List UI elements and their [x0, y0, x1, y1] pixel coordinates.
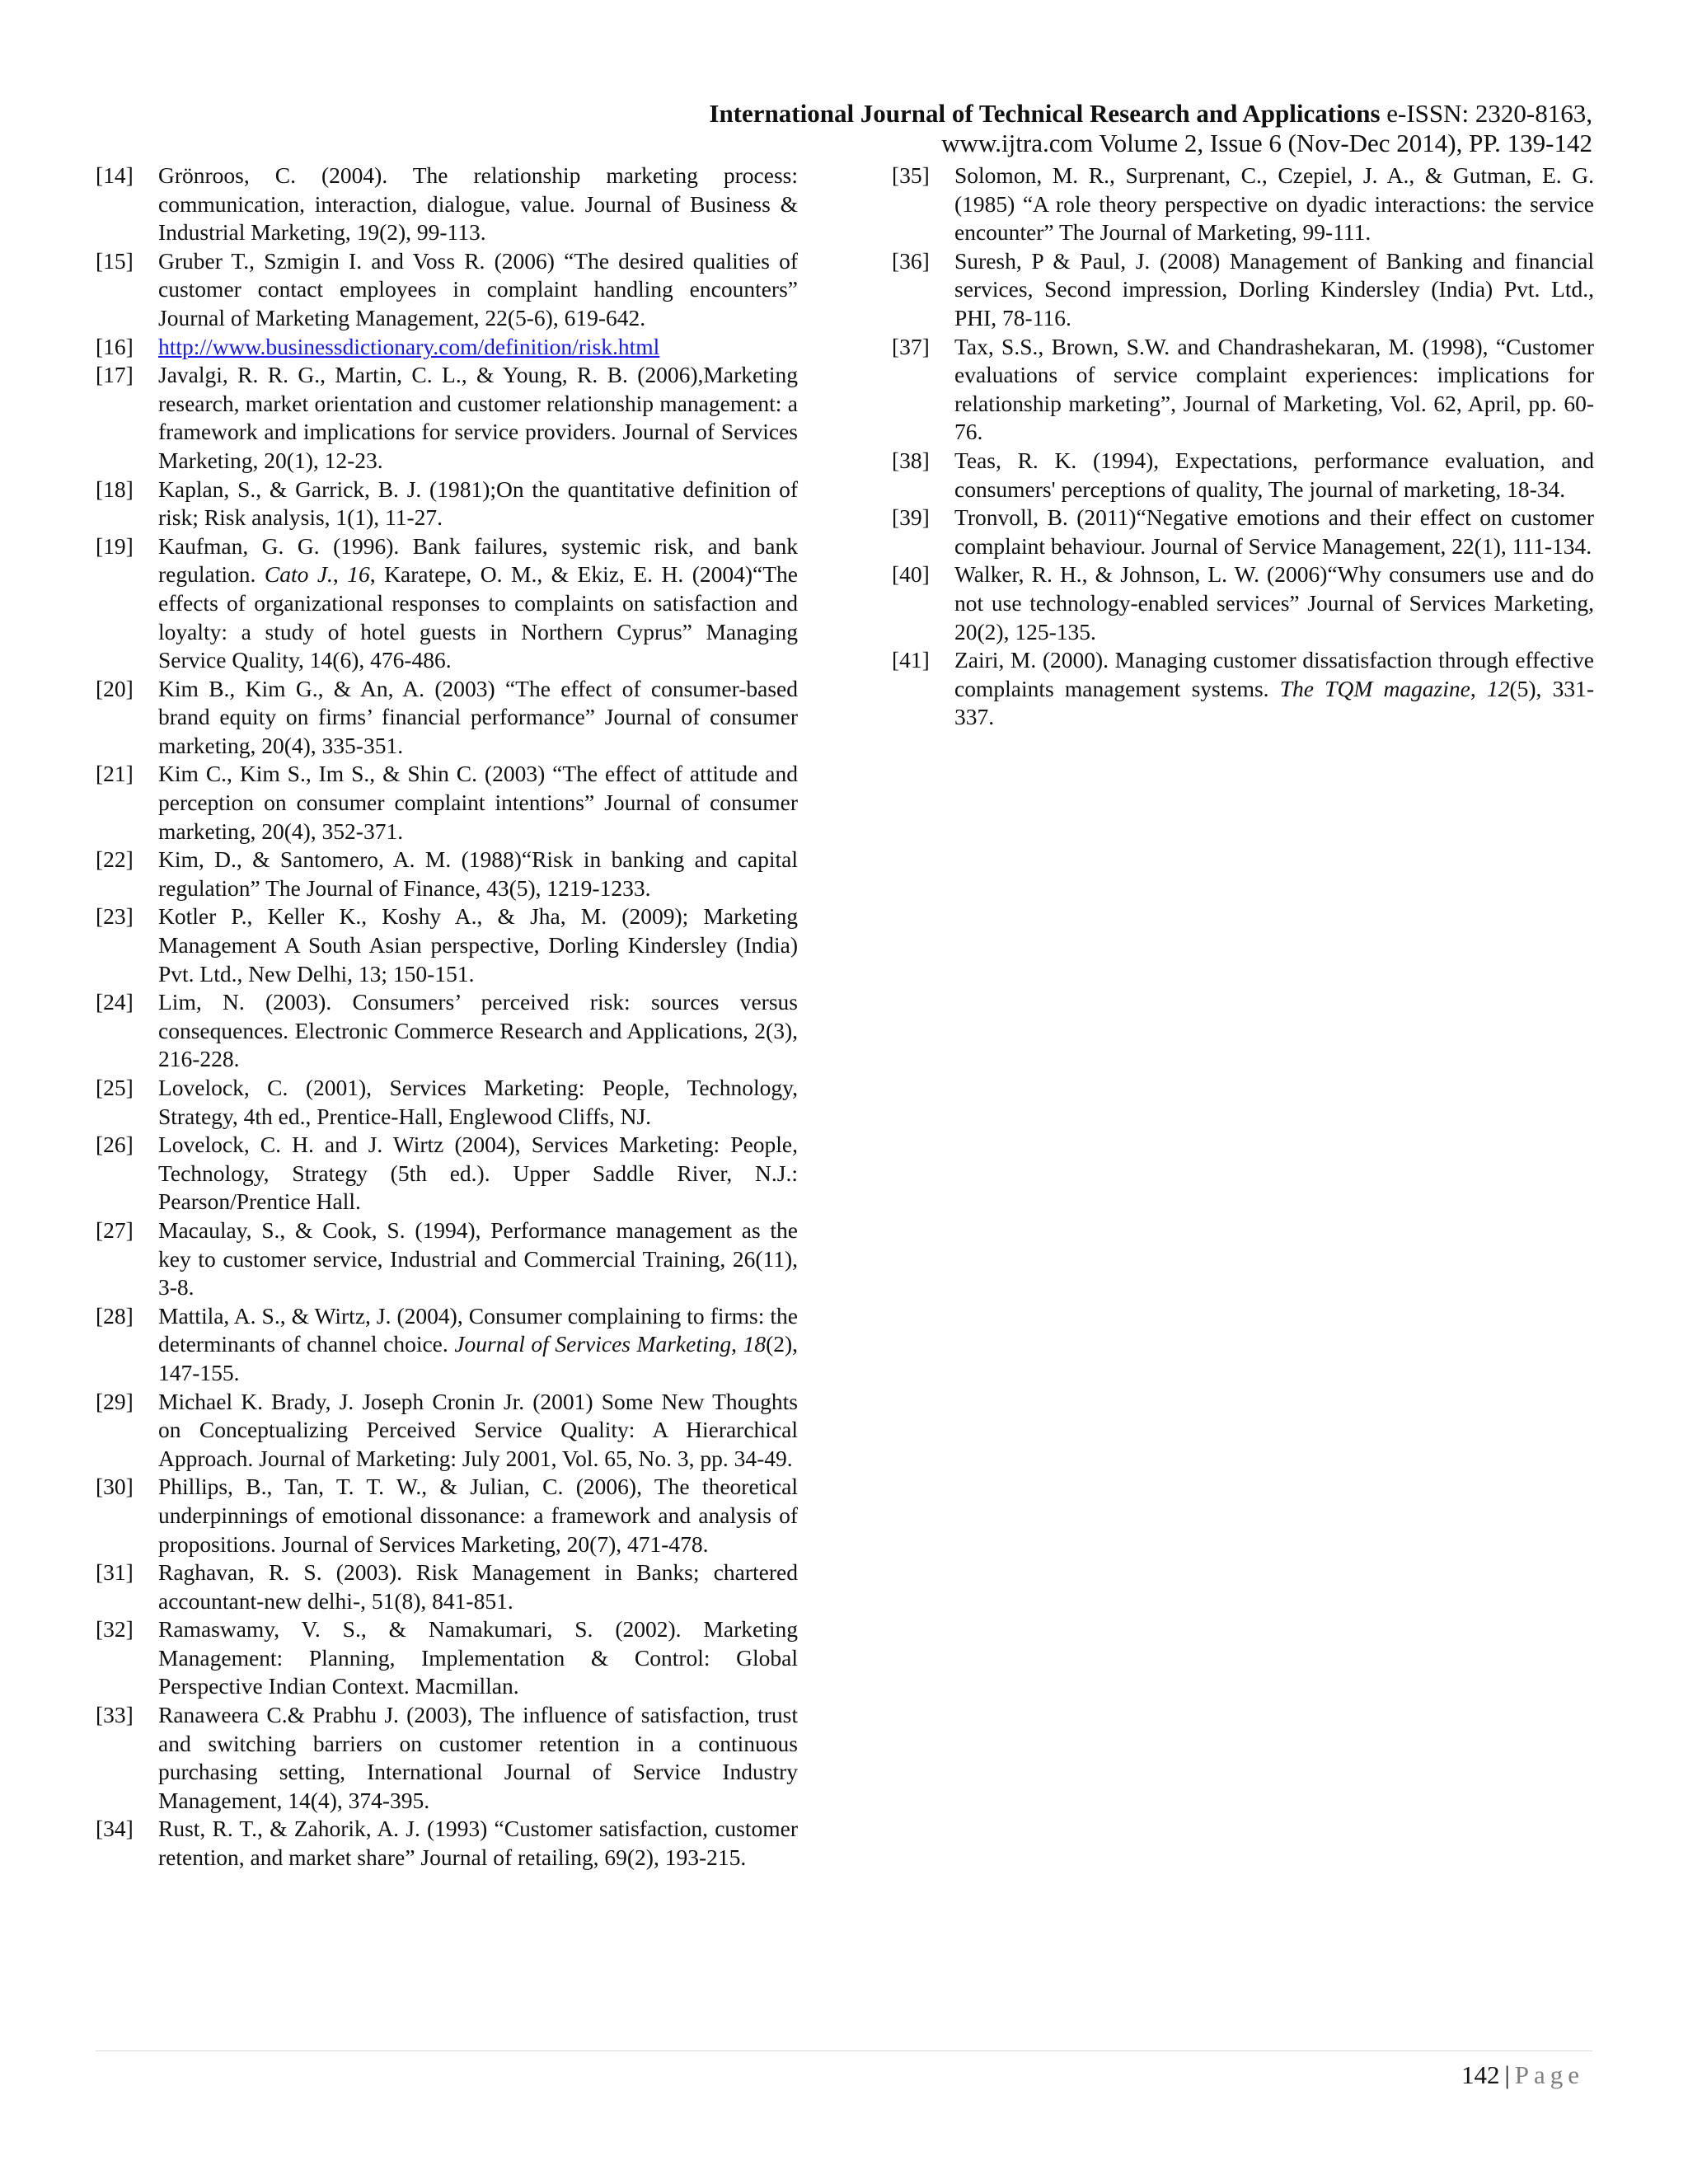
- reference-item: [892, 447, 1594, 504]
- reference-text-part: ,: [332, 561, 348, 588]
- reference-item: [96, 760, 798, 846]
- reference-number: [41]: [892, 647, 930, 673]
- reference-number: [24]: [96, 989, 134, 1015]
- reference-number: [14]: [96, 162, 134, 188]
- reference-item: [96, 361, 798, 475]
- reference-text-part: (2), 147-155.: [158, 1331, 799, 1385]
- reference-text-part: Mattila, A. S., & Wirtz, J. (2004), Consumer complaining to firms: the determinants of channel choice.: [158, 1302, 798, 1357]
- reference-text: Javalgi, R. R. G., Martin, C. L., & Young, R. B. (2006),Marketing research, market orientation and customer relationship management: a framework and implications for service providers. Journal of Services Marketing, 20(1), 12-23.: [158, 362, 798, 473]
- left-column: [96, 162, 798, 1872]
- footer-rule: [96, 2050, 1592, 2051]
- reference-number: [28]: [96, 1302, 134, 1329]
- reference-text: Suresh, P & Paul, J. (2008) Management of Banking and financial services, Second impression, Dorling Kindersley (India) Pvt. Ltd., PHI, 78-116.: [954, 247, 1594, 330]
- reference-link[interactable]: http://www.businessdictionary.com/definition/risk.html: [158, 333, 660, 359]
- reference-text: Tronvoll, B. (2011)“Negative emotions and their effect on customer complaint behaviour. Journal of Service Management, 22(1), 111-134.: [954, 504, 1594, 559]
- reference-text: [954, 646, 1594, 732]
- reference-text: Teas, R. K. (1994), Expectations, performance evaluation, and consumers' perceptions of quality, The journal of marketing, 18-34.: [954, 447, 1594, 502]
- reference-item: [96, 1473, 798, 1558]
- header-line-2: www.ijtra.com Volume 2, Issue 6 (Nov-Dec 2014), PP. 139-142: [941, 129, 1592, 157]
- header-line-1: [709, 99, 1592, 129]
- reference-number: [17]: [96, 362, 134, 388]
- reference-number: [38]: [892, 447, 930, 473]
- right-column: [892, 162, 1594, 732]
- reference-item: [96, 1615, 798, 1701]
- reference-text-part: , Karatepe, O. M., & Ekiz, E. H. (2004)“The effects of organizational responses to complaints on satisfaction and loyalty: a study of hotel guests in Northern Cyprus” Managing Service Quality, 14(6), 476-486.: [158, 561, 798, 673]
- reference-item: [892, 560, 1594, 646]
- reference-number: [36]: [892, 247, 930, 274]
- reference-number: [23]: [96, 903, 134, 930]
- reference-italic-text: The TQM magazine: [1279, 675, 1470, 701]
- reference-text: Gruber T., Szmigin I. and Voss R. (2006) “The desired qualities of customer contact employees in complaint handling encounters” Journal of Marketing Management, 22(5-6), 619-642.: [158, 247, 798, 330]
- reference-number: [21]: [96, 761, 134, 787]
- reference-item: [96, 1558, 798, 1615]
- reference-text: Kotler P., Keller K., Koshy A., & Jha, M. (2009); Marketing Management A South Asian perspective, Dorling Kindersley (India) Pvt. Ltd., New Delhi, 13; 150-151.: [158, 903, 798, 987]
- reference-number: [34]: [96, 1816, 134, 1842]
- reference-text: Walker, R. H., & Johnson, L. W. (2006)“Why consumers use and do not use technology-enabled services” Journal of Services Marketing, 20(2), 125-135.: [954, 561, 1594, 644]
- reference-item: [96, 1701, 798, 1815]
- reference-text: Tax, S.S., Brown, S.W. and Chandrashekaran, M. (1998), “Customer evaluations of service complaint experiences: implications for relationship marketing”, Journal of Marketing, Vol. 62, April, pp. 60-76.: [954, 333, 1594, 445]
- reference-text: Solomon, M. R., Surprenant, C., Czepiel, J. A., & Gutman, E. G. (1985) “A role theory perspective on dyadic interactions: the service encounter” The Journal of Marketing, 99-111.: [954, 162, 1594, 246]
- reference-item: [96, 333, 798, 362]
- reference-text: Kim C., Kim S., Im S., & Shin C. (2003) “The effect of attitude and perception on consumer complaint intentions” Journal of consumer marketing, 20(4), 352-371.: [158, 761, 798, 844]
- reference-item: [96, 1216, 798, 1302]
- reference-item: [96, 1131, 798, 1216]
- reference-text: Macaulay, S., & Cook, S. (1994), Performance management as the key to customer service, Industrial and Commercial Training, 26(11), 3-8.: [158, 1216, 798, 1301]
- reference-text: Kaplan, S., & Garrick, B. J. (1981);On the quantitative definition of risk; Risk analysis, 1(1), 11-27.: [158, 476, 798, 531]
- reference-text: Michael K. Brady, J. Joseph Cronin Jr. (2001) Some New Thoughts on Conceptualizing Perceived Service Quality: A Hierarchical Approach. Journal of Marketing: July 2001, Vol. 65, No. 3, pp. 34-49.: [158, 1388, 798, 1471]
- reference-item: [96, 1815, 798, 1872]
- reference-item: [96, 247, 798, 333]
- reference-item: [96, 532, 798, 675]
- reference-number: [15]: [96, 247, 134, 274]
- reference-item: [892, 646, 1594, 732]
- reference-number: [33]: [96, 1702, 134, 1728]
- reference-text: Phillips, B., Tan, T. T. W., & Julian, C. (2006), The theoretical underpinnings of emotional dissonance: a framework and analysis of propositions. Journal of Services Marketing, 20(7), 471-478.: [158, 1474, 798, 1557]
- reference-italic-text: Cato J.: [264, 561, 333, 588]
- reference-number: [18]: [96, 476, 134, 502]
- reference-text: [158, 333, 798, 362]
- reference-number: [20]: [96, 675, 134, 701]
- reference-text: Kim B., Kim G., & An, A. (2003) “The effect of consumer-based brand equity on firms’ financial performance” Journal of consumer marketing, 20(4), 335-351.: [158, 675, 798, 758]
- reference-number: [30]: [96, 1474, 134, 1500]
- reference-item: [96, 1074, 798, 1131]
- reference-item: [96, 675, 798, 761]
- reference-text-part: ,: [731, 1331, 743, 1357]
- reference-item: [892, 247, 1594, 333]
- footer-separator: |: [1504, 2060, 1510, 2089]
- reference-item: [96, 846, 798, 902]
- reference-item: [96, 902, 798, 988]
- reference-text: Kim, D., & Santomero, A. M. (1988)“Risk in banking and capital regulation” The Journal of Finance, 43(5), 1219-1233.: [158, 846, 798, 901]
- reference-item: [96, 162, 798, 247]
- reference-text-part: ,: [1470, 675, 1487, 701]
- reference-text-part: (5), 331-337.: [954, 675, 1594, 730]
- reference-item: [892, 333, 1594, 447]
- reference-number: [39]: [892, 504, 930, 531]
- reference-item: [96, 988, 798, 1074]
- reference-number: [37]: [892, 333, 930, 359]
- reference-number: [40]: [892, 561, 930, 588]
- journal-title: International Journal of Technical Research and Applications: [709, 99, 1381, 128]
- running-header: [709, 99, 1592, 158]
- reference-item: [96, 476, 798, 532]
- reference-number: [29]: [96, 1388, 134, 1414]
- reference-number: [26]: [96, 1132, 134, 1158]
- reference-number: [16]: [96, 333, 134, 359]
- journal-issn: e-ISSN: 2320-8163,: [1380, 99, 1592, 128]
- reference-text-part: Kaufman, G. G. (1996). Bank failures, systemic risk, and bank regulation.: [158, 532, 798, 588]
- reference-text: Rust, R. T., & Zahorik, A. J. (1993) “Customer satisfaction, customer retention, and market share” Journal of retailing, 69(2), 193-215.: [158, 1816, 798, 1871]
- reference-text: Lovelock, C. (2001), Services Marketing: People, Technology, Strategy, 4th ed., Prentice-Hall, Englewood Cliffs, NJ.: [158, 1075, 798, 1129]
- reference-number: [27]: [96, 1216, 134, 1243]
- reference-item: [892, 504, 1594, 560]
- reference-text-part: Zairi, M. (2000). Managing customer dissatisfaction through effective complaints management systems.: [954, 647, 1594, 701]
- reference-text: Raghavan, R. S. (2003). Risk Management in Banks; chartered accountant-new delhi-, 51(8), 841-851.: [158, 1559, 798, 1614]
- reference-text: Ranaweera C.& Prabhu J. (2003), The influence of satisfaction, trust and switching barriers on customer retention in a continuous purchasing setting, International Journal of Service Industry Management, 14(4), 374-395.: [158, 1702, 798, 1813]
- reference-text: Grönroos, C. (2004). The relationship marketing process: communication, interaction, dialogue, value. Journal of Business & Industrial Marketing, 19(2), 99-113.: [158, 162, 798, 246]
- page-footer: [1461, 2059, 1584, 2092]
- reference-italic-text: 18: [743, 1331, 767, 1357]
- reference-number: [31]: [96, 1559, 134, 1586]
- reference-text: Ramaswamy, V. S., & Namakumari, S. (2002). Marketing Management: Planning, Implementation & Control: Global Perspective Indian Context. Macmillan.: [158, 1616, 798, 1699]
- reference-item: [96, 1302, 798, 1388]
- reference-text: [158, 1302, 798, 1388]
- reference-italic-text: Journal of Services Marketing: [454, 1331, 732, 1357]
- reference-number: [19]: [96, 532, 134, 559]
- reference-italic-text: 16: [347, 561, 370, 588]
- reference-italic-text: 12: [1486, 675, 1510, 701]
- page-number: 142: [1461, 2060, 1500, 2089]
- reference-number: [25]: [96, 1075, 134, 1100]
- reference-text: Lim, N. (2003). Consumers’ perceived risk: sources versus consequences. Electronic Commerce Research and Applications, 2(3), 216-228.: [158, 989, 798, 1072]
- reference-text: Lovelock, C. H. and J. Wirtz (2004), Services Marketing: People, Technology, Strategy (5th ed.). Upper Saddle River, N.J.: Pearson/Prentice Hall.: [158, 1132, 798, 1215]
- reference-number: [32]: [96, 1616, 134, 1643]
- reference-number: [35]: [892, 162, 930, 188]
- reference-number: [22]: [96, 846, 134, 873]
- reference-item: [96, 1388, 798, 1474]
- reference-text: [158, 532, 798, 675]
- reference-item: [892, 162, 1594, 247]
- page-label: Page: [1514, 2060, 1584, 2089]
